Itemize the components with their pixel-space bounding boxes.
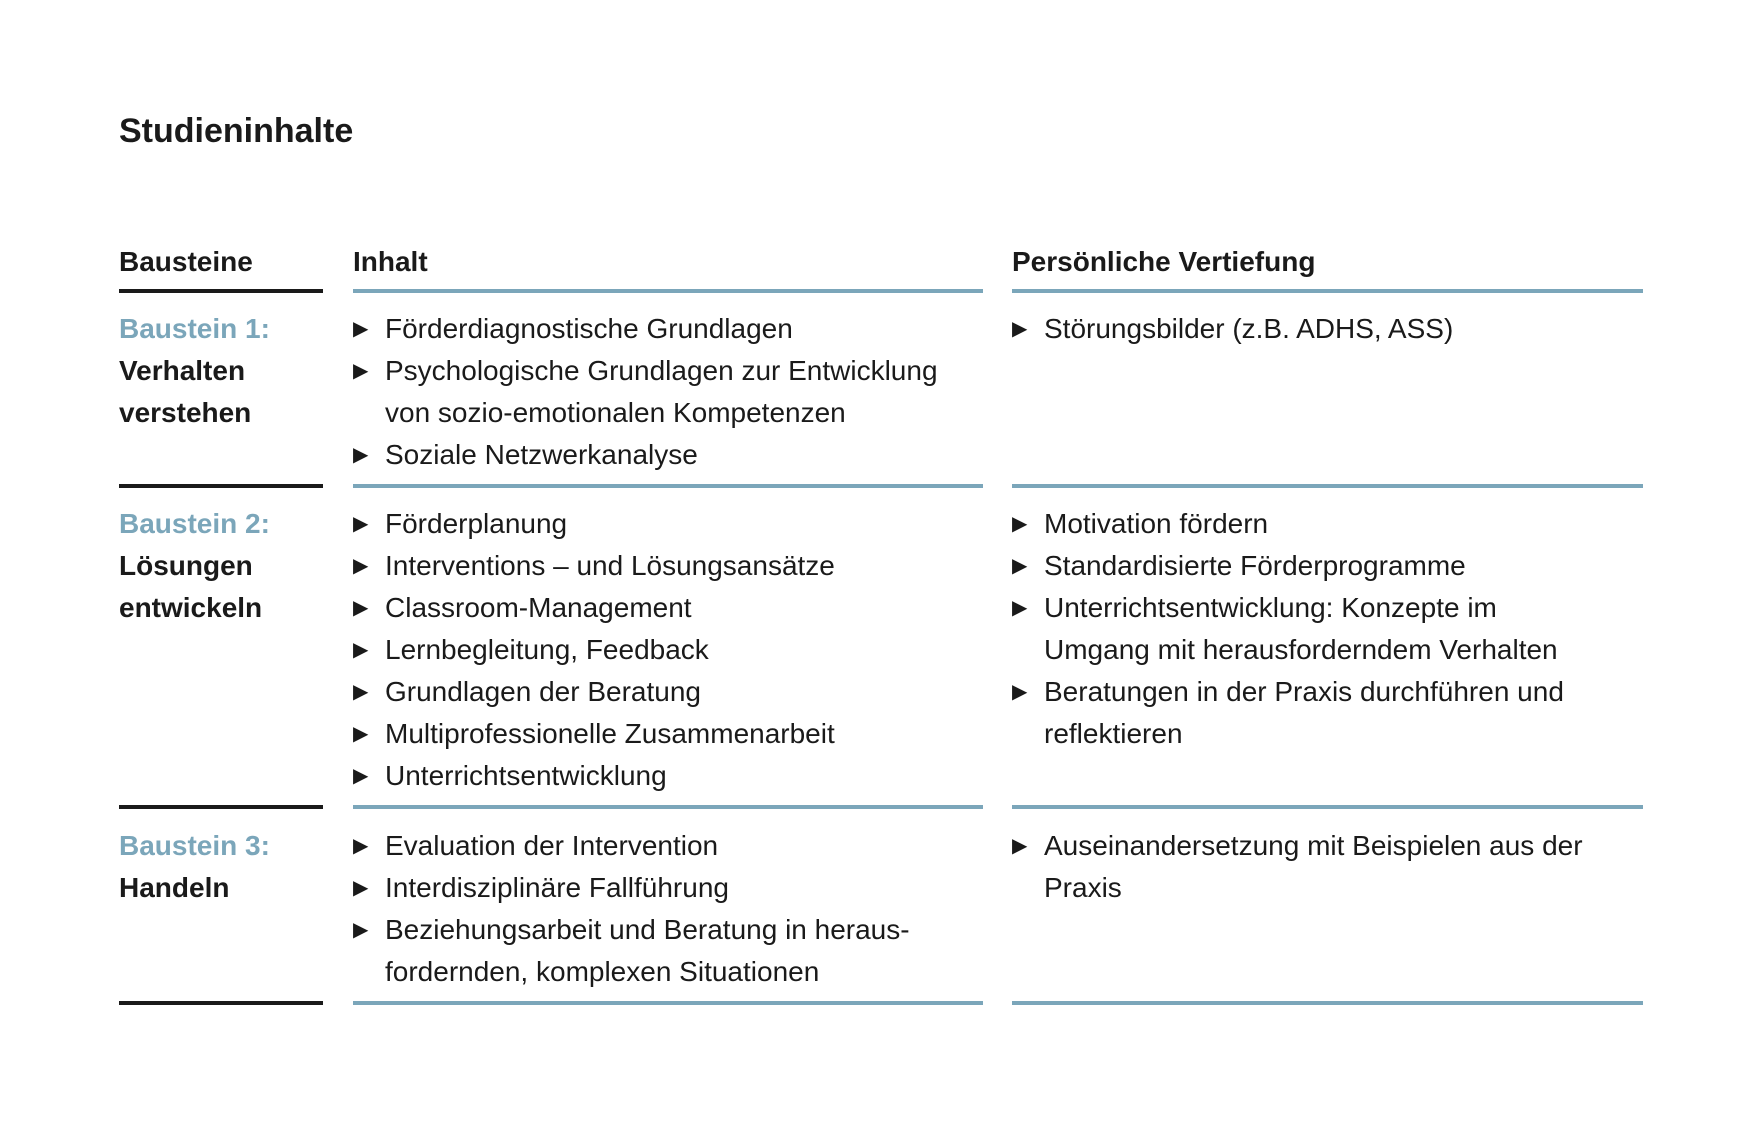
triangle-bullet-icon: ▶ (353, 318, 369, 340)
triangle-bullet-icon: ▶ (353, 723, 369, 745)
list-item (353, 825, 983, 867)
list-item-text: Störungsbilder (z.B. ADHS, ASS) (1044, 313, 1454, 344)
list-item (353, 545, 983, 587)
triangle-bullet-icon: ▶ (353, 877, 369, 899)
list-item-text: Multiprofessionelle Zusammenarbeit (385, 718, 835, 749)
list-item (1012, 545, 1643, 587)
list-item-text: Interventions – und Lösungsansätze (385, 550, 835, 581)
triangle-bullet-icon: ▶ (1012, 555, 1028, 577)
list-item-text: Beziehungsarbeit und Beratung in heraus- (385, 914, 910, 945)
list-item-text: Grundlagen der Beratung (385, 676, 701, 707)
list-item (353, 434, 983, 476)
row-2-vertiefung (1012, 503, 1643, 755)
list-item (1012, 671, 1643, 755)
baustein-name-line: entwickeln (119, 592, 263, 623)
row-2-baustein (119, 503, 270, 629)
list-item (353, 755, 983, 797)
triangle-bullet-icon: ▶ (353, 639, 369, 661)
baustein-number: Baustein 1: (119, 313, 270, 344)
row-3-inhalt (353, 825, 983, 993)
triangle-bullet-icon: ▶ (353, 765, 369, 787)
triangle-bullet-icon: ▶ (353, 444, 369, 466)
list-item-text: Interdisziplinäre Fallführung (385, 872, 729, 903)
triangle-bullet-icon: ▶ (353, 597, 369, 619)
list-item-text: Soziale Netzwerkanalyse (385, 439, 698, 470)
list-item-text: Umgang mit herausforderndem Verhalten (1044, 634, 1558, 665)
header-rule-vertiefung (1012, 289, 1643, 293)
list-item-text: Auseinandersetzung mit Beispielen aus der (1044, 830, 1583, 861)
list-item (353, 867, 983, 909)
triangle-bullet-icon: ▶ (353, 555, 369, 577)
list-item (353, 629, 983, 671)
header-rule-bausteine (119, 289, 323, 293)
row-1-inhalt (353, 308, 983, 476)
list-item-text: Classroom-Management (385, 592, 692, 623)
list-item (353, 587, 983, 629)
row-2-rule-vertiefung (1012, 805, 1643, 809)
row-2-rule-bausteine (119, 805, 323, 809)
triangle-bullet-icon: ▶ (353, 513, 369, 535)
baustein-name-line: Lösungen (119, 550, 253, 581)
row-3-vertiefung (1012, 825, 1643, 909)
list-item-text: Förderplanung (385, 508, 568, 539)
triangle-bullet-icon: ▶ (1012, 681, 1028, 703)
list-item (353, 308, 983, 350)
baustein-number: Baustein 3: (119, 830, 270, 861)
list-item-text: Unterrichtsentwicklung: Konzepte im (1044, 592, 1497, 623)
row-3-rule-vertiefung (1012, 1001, 1643, 1005)
row-1-rule-bausteine (119, 484, 323, 488)
row-1-rule-inhalt (353, 484, 983, 488)
triangle-bullet-icon: ▶ (353, 919, 369, 941)
list-item (353, 713, 983, 755)
header-bausteine: Bausteine (119, 246, 253, 277)
list-item-text: Motivation fördern (1044, 508, 1269, 539)
row-3-baustein (119, 825, 270, 909)
triangle-bullet-icon: ▶ (353, 835, 369, 857)
list-item-text: von sozio-emotionalen Kompetenzen (385, 397, 846, 428)
list-item-text: Beratungen in der Praxis durchführen und (1044, 676, 1564, 707)
page-title: Studieninhalte (119, 112, 354, 150)
list-item-text: fordernden, komplexen Situationen (385, 956, 820, 987)
header-vertiefung: Persönliche Vertiefung (1012, 246, 1316, 277)
list-item (1012, 503, 1643, 545)
baustein-name-line: Verhalten (119, 355, 246, 386)
list-item (1012, 825, 1643, 909)
list-item (353, 350, 983, 434)
list-item-text: Psychologische Grundlagen zur Entwicklung (385, 355, 938, 386)
list-item (1012, 587, 1643, 671)
triangle-bullet-icon: ▶ (1012, 513, 1028, 535)
list-item-text: Standardisierte Förderprogramme (1044, 550, 1466, 581)
baustein-name-line: Handeln (119, 872, 230, 903)
header-rule-inhalt (353, 289, 983, 293)
triangle-bullet-icon: ▶ (1012, 318, 1028, 340)
triangle-bullet-icon: ▶ (1012, 597, 1028, 619)
triangle-bullet-icon: ▶ (353, 681, 369, 703)
row-3-rule-inhalt (353, 1001, 983, 1005)
list-item (353, 909, 983, 993)
list-item (1012, 308, 1643, 350)
row-2-rule-inhalt (353, 805, 983, 809)
row-1-vertiefung (1012, 308, 1643, 350)
baustein-name-line: verstehen (119, 397, 252, 428)
triangle-bullet-icon: ▶ (1012, 835, 1028, 857)
row-1-rule-vertiefung (1012, 484, 1643, 488)
list-item (353, 671, 983, 713)
list-item (353, 503, 983, 545)
baustein-number: Baustein 2: (119, 508, 270, 539)
row-1-baustein (119, 308, 270, 434)
list-item-text: Lernbegleitung, Feedback (385, 634, 709, 665)
list-item-text: Evaluation der Intervention (385, 830, 719, 861)
list-item-text: reflektieren (1044, 718, 1183, 749)
list-item-text: Förderdiagnostische Grundlagen (385, 313, 793, 344)
header-inhalt: Inhalt (353, 246, 428, 277)
row-2-inhalt (353, 503, 983, 797)
list-item-text: Praxis (1044, 872, 1122, 903)
list-item-text: Unterrichtsentwicklung (385, 760, 667, 791)
triangle-bullet-icon: ▶ (353, 360, 369, 382)
row-3-rule-bausteine (119, 1001, 323, 1005)
